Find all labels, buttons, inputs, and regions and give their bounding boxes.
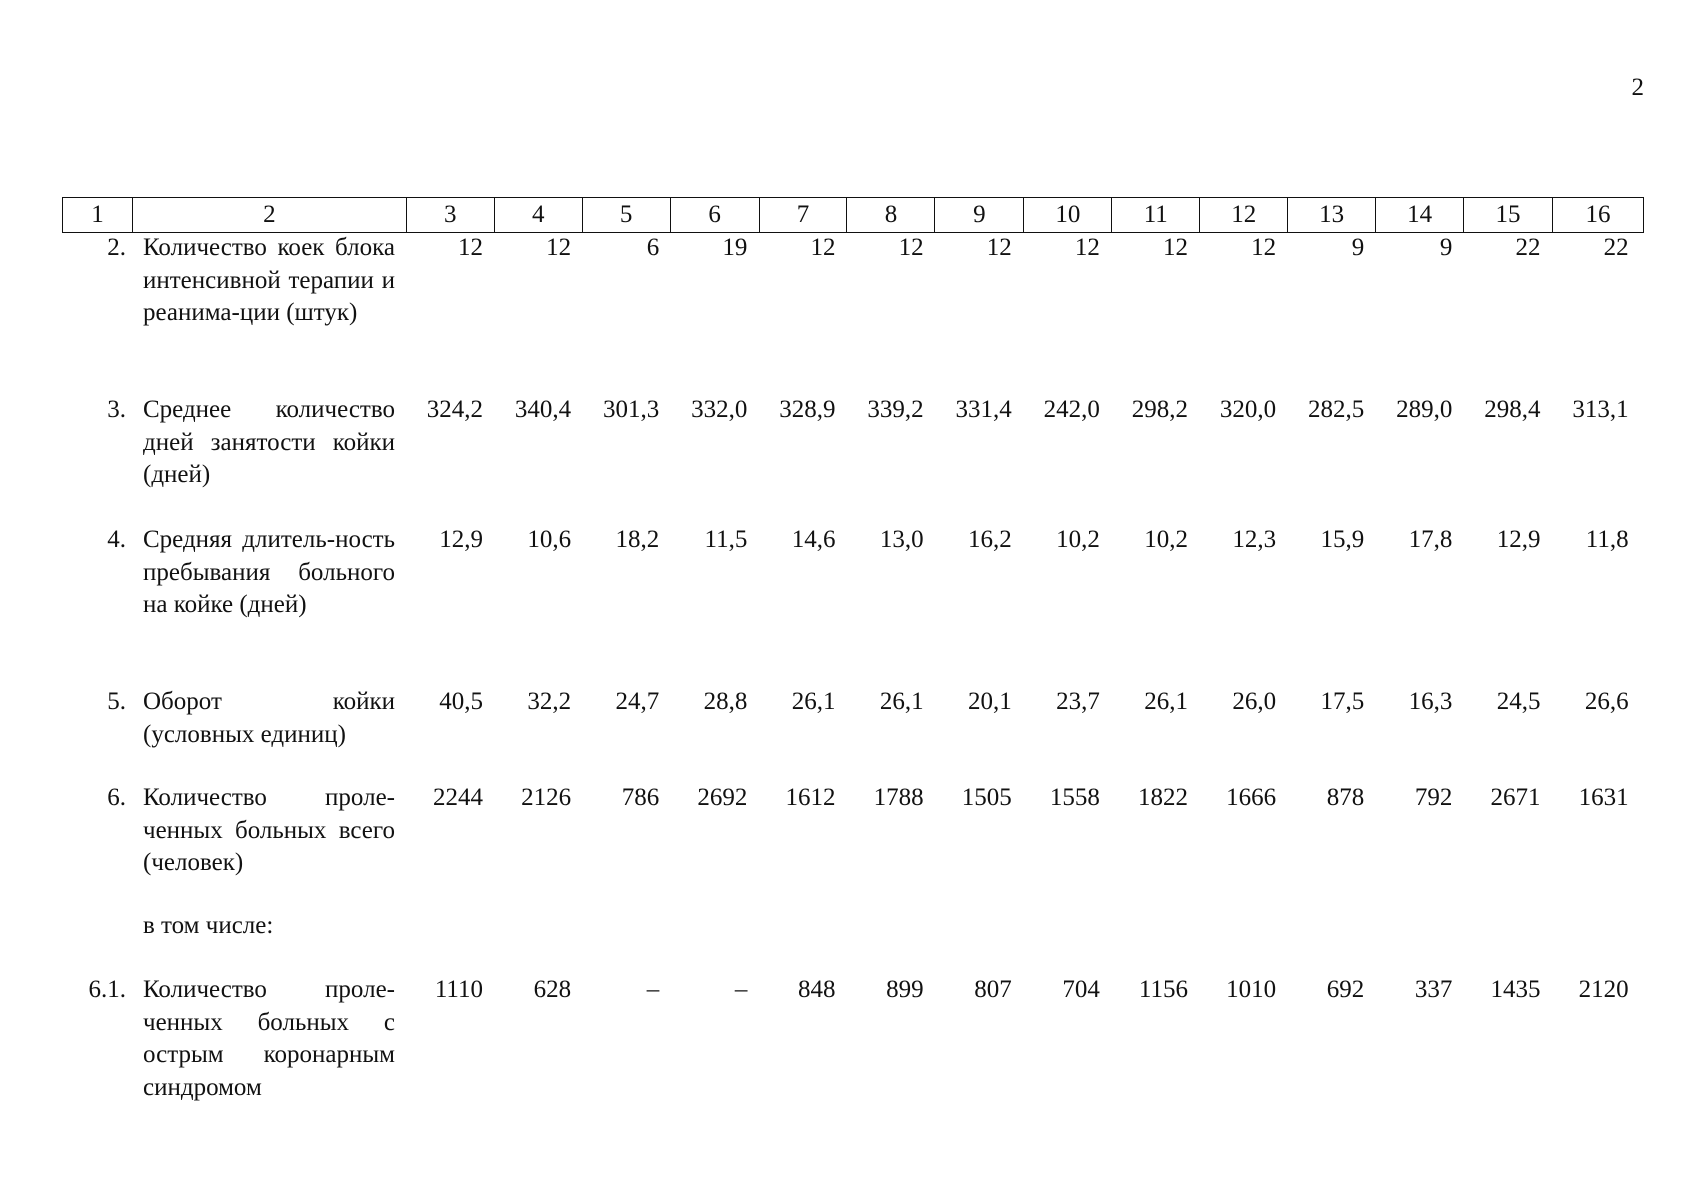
table-row: [62, 524, 1644, 686]
table-body: [62, 232, 1644, 1114]
cell-value: 12: [898, 234, 924, 261]
cell-value: 1505: [961, 784, 1012, 811]
table-row: [62, 782, 1644, 910]
cell-value: 1110: [434, 976, 483, 1003]
cell-value: 899: [886, 976, 924, 1003]
header-cell: 14: [1376, 198, 1464, 232]
cell-value: 12: [546, 234, 572, 261]
cell-value: 1822: [1138, 784, 1188, 811]
cell-value: 1788: [873, 784, 924, 811]
cell-value: 1631: [1578, 784, 1629, 811]
cell-value: 704: [1062, 976, 1100, 1003]
cell-value: 12: [1163, 234, 1188, 261]
row-label: Среднее количество дней занятости койки (дней): [143, 396, 395, 488]
table-header-row: [62, 197, 1644, 233]
header-cell: 1: [63, 198, 133, 232]
cell-value: 298,2: [1131, 396, 1188, 423]
cell-value: 14,6: [791, 526, 836, 553]
cell-value: 2126: [521, 784, 572, 811]
header-cell: 11: [1112, 198, 1200, 232]
cell-value: 12: [1074, 234, 1100, 261]
table-row: [62, 394, 1644, 524]
cell-value: 40,5: [439, 688, 483, 715]
cell-value: 324,2: [426, 396, 483, 423]
cell-value: 11,5: [704, 526, 748, 553]
cell-value: 313,1: [1572, 396, 1629, 423]
row-number: 5.: [107, 688, 126, 715]
cell-value: 12: [810, 234, 836, 261]
row-number: 6.: [107, 784, 126, 811]
cell-value: 12,9: [439, 526, 483, 553]
header-cell: 9: [935, 198, 1024, 232]
cell-value: 298,4: [1484, 396, 1541, 423]
header-cell: 2: [133, 198, 407, 232]
cell-value: 1612: [785, 784, 836, 811]
row-label: Количество проле-ченных больных с острым коронарным синдромом: [143, 976, 395, 1101]
cell-value: 10,2: [1056, 526, 1100, 553]
header-cell: 7: [760, 198, 848, 232]
cell-value: 331,4: [955, 396, 1012, 423]
cell-value: 1666: [1226, 784, 1277, 811]
cell-value: 1010: [1226, 976, 1277, 1003]
cell-value: 2671: [1490, 784, 1541, 811]
cell-value: 15,9: [1320, 526, 1365, 553]
row-number: 6.1.: [88, 976, 126, 1003]
cell-value: 28,8: [703, 688, 748, 715]
cell-value: 6: [646, 234, 660, 261]
cell-value: 23,7: [1056, 688, 1100, 715]
cell-value: 12,9: [1496, 526, 1541, 553]
cell-value: 16,2: [968, 526, 1012, 553]
cell-value: 320,0: [1219, 396, 1277, 423]
cell-value: 9: [1351, 234, 1365, 261]
cell-value: 807: [974, 976, 1012, 1003]
subheading-label: в том числе:: [143, 912, 274, 939]
cell-value: 26,1: [879, 688, 924, 715]
row-label: Средняя длитель-ность пребывания больного на койке (дней): [143, 526, 395, 618]
cell-value: 24,5: [1496, 688, 1541, 715]
header-cell: 5: [583, 198, 671, 232]
header-cell: 16: [1585, 201, 1611, 228]
cell-value: 289,0: [1396, 396, 1453, 423]
cell-value: 340,4: [514, 396, 572, 423]
cell-value: 12: [1251, 234, 1277, 261]
cell-value: 328,9: [779, 396, 836, 423]
cell-value: 2692: [697, 784, 748, 811]
cell-value: 18,2: [615, 526, 660, 553]
cell-value: 12: [458, 234, 483, 261]
cell-value: 20,1: [968, 688, 1012, 715]
row-label: Оборот койки (условных единиц): [143, 688, 395, 748]
cell-value: 628: [533, 976, 572, 1003]
cell-value: –: [646, 976, 660, 1003]
cell-value: 12,3: [1232, 526, 1277, 553]
cell-value: 242,0: [1043, 396, 1100, 423]
header-cell: 6: [671, 198, 760, 232]
cell-value: 337: [1414, 976, 1453, 1003]
cell-value: 26,0: [1232, 688, 1277, 715]
cell-value: 13,0: [879, 526, 924, 553]
cell-value: 22: [1515, 234, 1541, 261]
cell-value: 2244: [433, 784, 483, 811]
header-cell: 3: [407, 198, 495, 232]
cell-value: 878: [1326, 784, 1365, 811]
table-subheading-row: [62, 910, 1644, 974]
cell-value: 848: [798, 976, 836, 1003]
cell-value: 12: [986, 234, 1012, 261]
cell-value: 282,5: [1308, 396, 1365, 423]
header-cell: 10: [1024, 198, 1112, 232]
cell-value: 9: [1439, 234, 1453, 261]
page-number: 2: [1631, 74, 1644, 101]
cell-value: 301,3: [603, 396, 660, 423]
header-cell: 4: [495, 198, 583, 232]
cell-value: 17,8: [1408, 526, 1453, 553]
header-cell: 13: [1288, 198, 1376, 232]
cell-value: 17,5: [1320, 688, 1365, 715]
cell-value: 332,0: [691, 396, 748, 423]
cell-value: 2120: [1578, 976, 1629, 1003]
cell-value: 26,1: [791, 688, 836, 715]
row-number: 4.: [107, 526, 126, 553]
cell-value: 32,2: [527, 688, 572, 715]
cell-value: 1435: [1490, 976, 1541, 1003]
cell-value: 24,7: [615, 688, 660, 715]
cell-value: 26,1: [1144, 688, 1188, 715]
cell-value: 16,3: [1408, 688, 1453, 715]
cell-value: 339,2: [867, 396, 924, 423]
cell-value: 19: [722, 234, 748, 261]
cell-value: –: [734, 976, 748, 1003]
cell-value: 692: [1326, 976, 1365, 1003]
cell-value: 1558: [1049, 784, 1100, 811]
cell-value: 1156: [1138, 976, 1188, 1003]
cell-value: 26,6: [1584, 688, 1629, 715]
cell-value: 11,8: [1585, 526, 1629, 553]
cell-value: 10,6: [527, 526, 572, 553]
row-number: 2.: [107, 234, 126, 261]
row-label: Количество проле-ченных больных всего (человек): [143, 784, 395, 876]
cell-value: 22: [1603, 234, 1629, 261]
row-number: 3.: [107, 396, 126, 423]
table-row: [62, 974, 1644, 1114]
header-cell: 12: [1200, 198, 1288, 232]
cell-value: 10,2: [1144, 526, 1188, 553]
header-cell: 15: [1464, 198, 1553, 232]
cell-value: 786: [621, 784, 660, 811]
cell-value: 792: [1414, 784, 1453, 811]
table-row: [62, 232, 1644, 394]
row-label: Количество коек блока интенсивной терапии и реанима-ции (штук): [143, 234, 395, 326]
header-cell: 8: [847, 198, 935, 232]
table-row: [62, 686, 1644, 782]
